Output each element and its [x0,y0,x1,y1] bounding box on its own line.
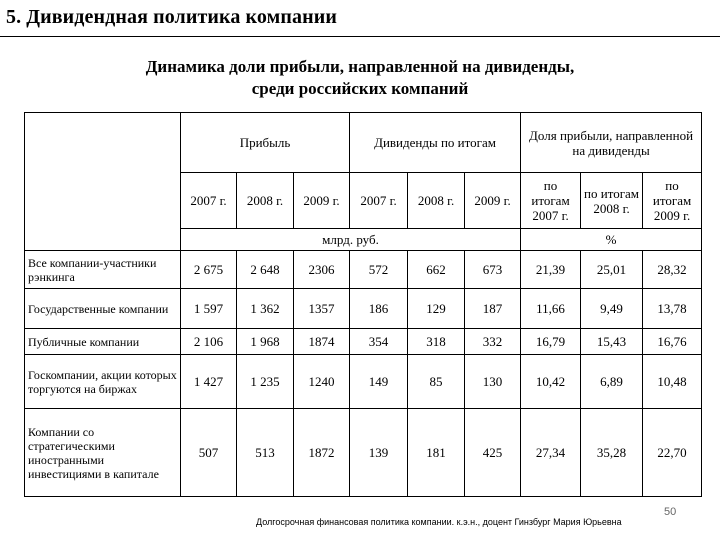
table-cell: 10,42 [521,355,581,409]
table-cell: 149 [350,355,408,409]
table-cell: 2 106 [181,329,237,355]
table-cell: 16,79 [521,329,581,355]
year-header: 2008 г. [237,173,294,229]
page-number: 50 [664,506,677,518]
row-label: Публичные компании [25,329,181,355]
header-dividends: Дивиденды по итогам [350,113,521,173]
table-cell: 2 675 [181,251,237,289]
year-header: 2008 г. [408,173,465,229]
table-cell: 513 [237,409,294,497]
caption-line-2: среди российских компаний [251,79,469,98]
table-cell: 22,70 [643,409,702,497]
table-cell: 425 [465,409,521,497]
unit-billion-rubles: млрд. руб. [181,229,521,251]
table-cell: 1872 [294,409,350,497]
header-dividend-share: Доля прибыли, направленной на дивиденды [521,113,702,173]
table-row [25,289,702,329]
row-label: Государственные компании [25,289,181,329]
title-divider [0,36,720,37]
table-row [25,329,702,355]
share-year-header: по итогам 2008 г. [581,173,643,229]
table-row [25,355,702,409]
table-cell: 186 [350,289,408,329]
table-cell: 1357 [294,289,350,329]
table-cell: 507 [181,409,237,497]
table-row [25,409,702,497]
table-cell: 27,34 [521,409,581,497]
row-label: Компании со стратегическими иностранными инвестициями в капитале [25,409,181,497]
table-cell: 572 [350,251,408,289]
year-header: 2009 г. [465,173,521,229]
caption-line-1: Динамика доли прибыли, направленной на дивиденды, [145,57,575,76]
table-cell: 85 [408,355,465,409]
table-cell: 1 235 [237,355,294,409]
table-cell: 1 427 [181,355,237,409]
table-cell: 332 [465,329,521,355]
table-cell: 6,89 [581,355,643,409]
table-cell: 10,48 [643,355,702,409]
header-profit: Прибыль [181,113,350,173]
table-cell: 1 362 [237,289,294,329]
year-header: 2009 г. [294,173,350,229]
table-cell: 35,28 [581,409,643,497]
row-label: Все компании-участники рэнкинга [25,251,181,289]
table-cell: 129 [408,289,465,329]
table-cell: 1240 [294,355,350,409]
share-year-header: по итогам 2007 г. [521,173,581,229]
table-cell: 28,32 [643,251,702,289]
row-label: Госкомпании, акции которых торгуются на биржах [25,355,181,409]
table-cell: 13,78 [643,289,702,329]
year-header: 2007 г. [181,173,237,229]
table-cell: 662 [408,251,465,289]
table-cell: 15,43 [581,329,643,355]
table-cell: 354 [350,329,408,355]
table-cell: 1874 [294,329,350,355]
unit-percent: % [521,229,702,251]
table-cell: 9,49 [581,289,643,329]
header-corner-cell [25,113,181,251]
table-cell: 139 [350,409,408,497]
table-cell: 130 [465,355,521,409]
table-cell: 25,01 [581,251,643,289]
table-cell: 21,39 [521,251,581,289]
table-cell: 318 [408,329,465,355]
table-cell: 16,76 [643,329,702,355]
slide-title: 5. Дивидендная политика компании [6,6,337,28]
table-caption [0,56,720,100]
year-header: 2007 г. [350,173,408,229]
table-cell: 673 [465,251,521,289]
dividend-table [24,112,702,497]
table-cell: 1 968 [237,329,294,355]
table-cell: 2 648 [237,251,294,289]
table-cell: 2306 [294,251,350,289]
table-cell: 181 [408,409,465,497]
footer-text: Долгосрочная финансовая политика компании. к.э.н., доцент Гинзбург Мария Юрьевна [256,517,622,527]
table-row [25,251,702,289]
share-year-header: по итогам 2009 г. [643,173,702,229]
table-cell: 11,66 [521,289,581,329]
table-cell: 1 597 [181,289,237,329]
header-row-groups [25,113,702,173]
table-cell: 187 [465,289,521,329]
